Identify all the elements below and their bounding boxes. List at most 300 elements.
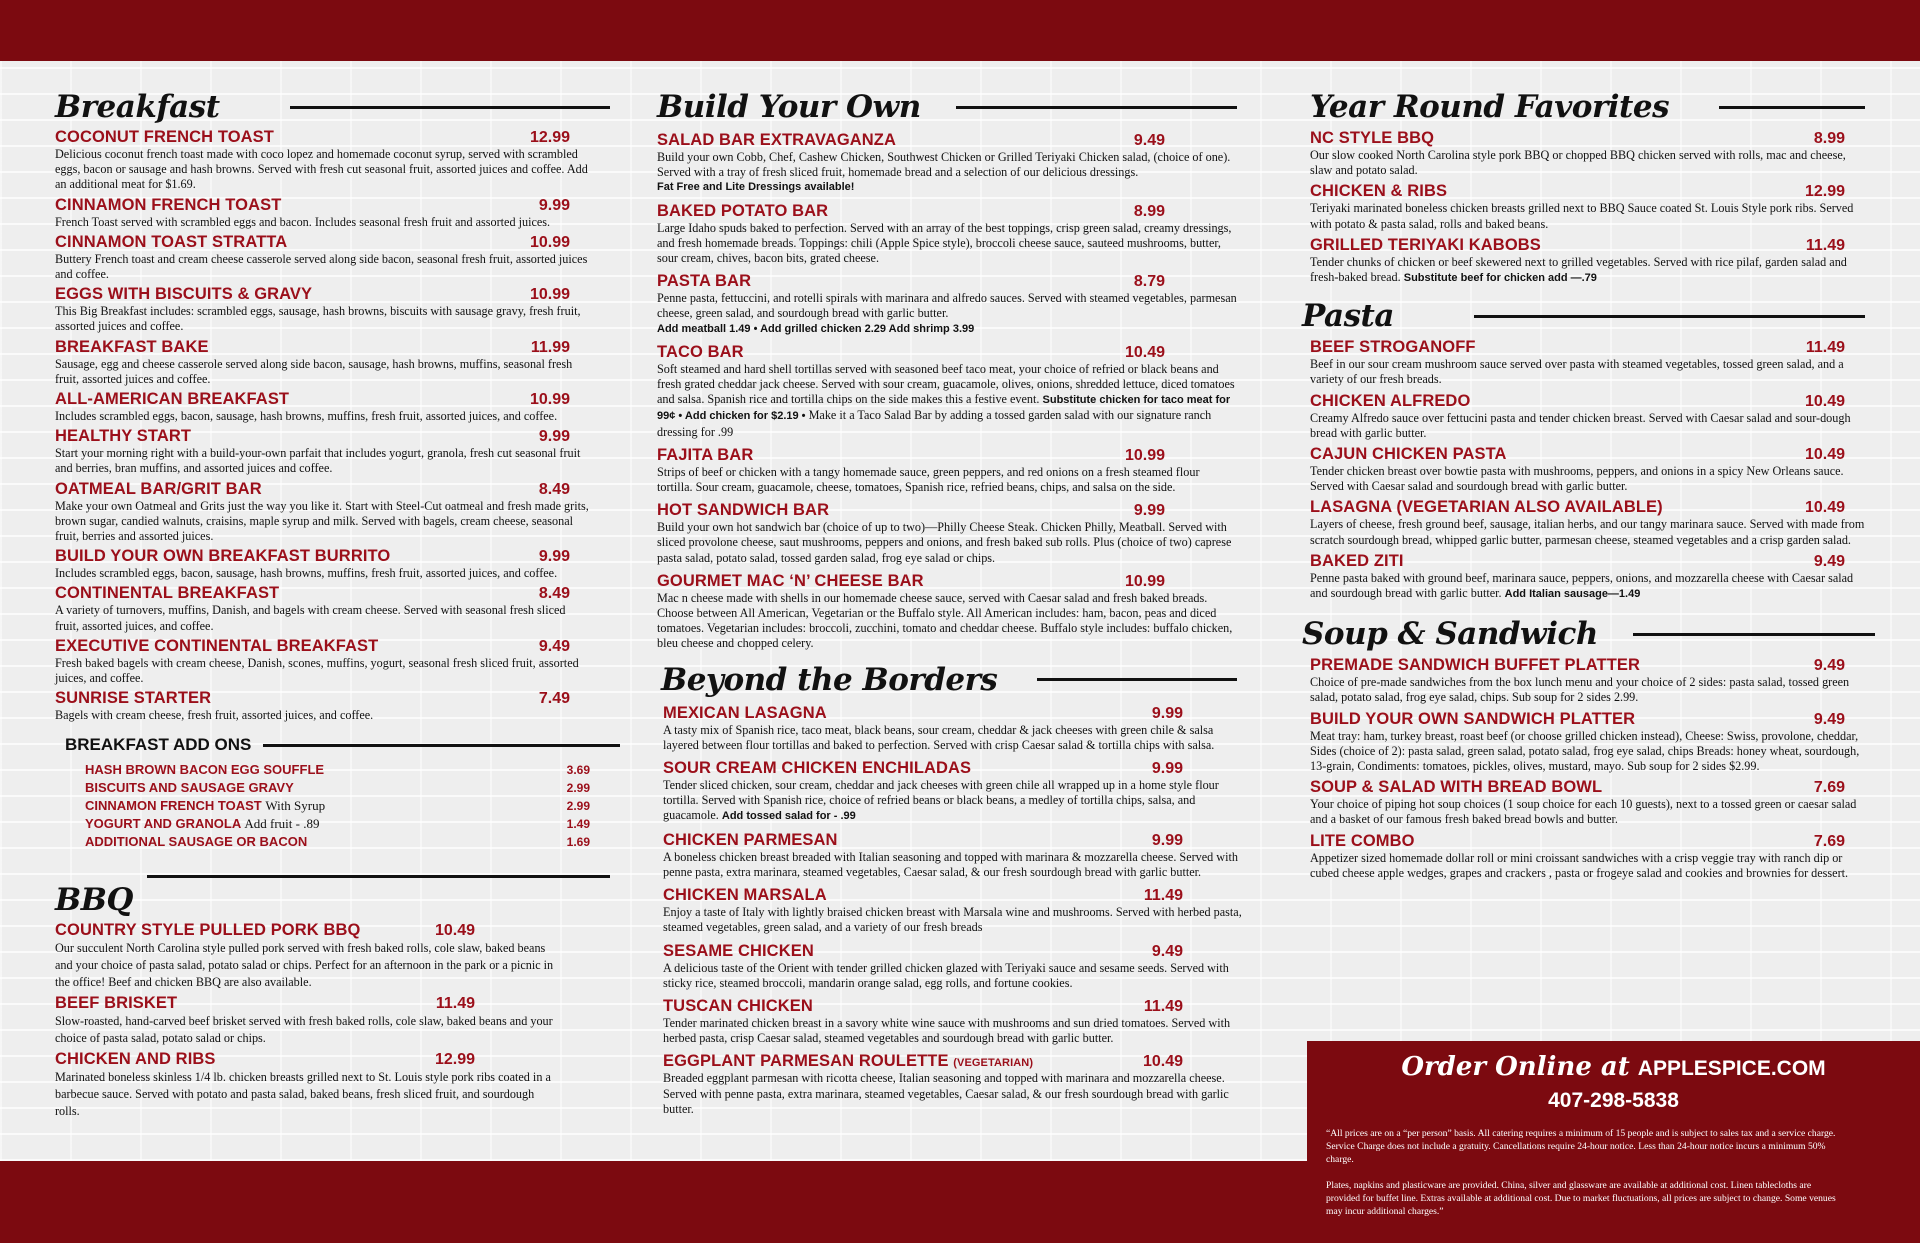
menu-item-name: BAKED POTATO BAR <box>657 201 829 220</box>
menu-item-header <box>55 689 590 708</box>
description-text: Appetizer sized homemade dollar roll or mini croissant sandwiches with a crisp veggie tray with ranch dip or cubed cheese apple wedges, grapes and crackers , pasta or frogeye salad and cookies and brownies for dessert. <box>1310 850 1849 880</box>
menu-item-name: BEEF STROGANOFF <box>1310 338 1476 357</box>
menu-item-name: CINNAMON TOAST STRATTA <box>55 232 288 251</box>
order-website-link[interactable]: APPLESPICE.COM <box>1637 1057 1826 1080</box>
menu-item-price: 9.49 <box>1133 132 1165 149</box>
menu-item-name: CHICKEN AND RIBS <box>55 1050 216 1069</box>
menu-item-header <box>1310 832 1865 851</box>
menu-item-description <box>657 520 1237 566</box>
borders-rule <box>1037 678 1237 681</box>
addon-row <box>55 797 610 815</box>
menu-item-header <box>1310 392 1865 411</box>
menu-item-price: 9.99 <box>538 196 570 214</box>
menu-item-description <box>55 499 590 545</box>
menu-item <box>1310 710 1865 775</box>
menu-item-header <box>1310 656 1865 675</box>
menu-item-header <box>657 446 1237 465</box>
menu-item <box>1310 445 1865 494</box>
description-text: Delicious coconut french toast made with coco lopez and homemade coconut syrup, served with scrambled eggs, bacon or sausage and hash browns. Served with fresh cut seasonal fruit, assorted juices and coffee. Add an additional meat for $1.69. <box>55 147 588 192</box>
addon-name <box>85 797 325 815</box>
menu-item-price: 10.49 <box>1142 1053 1183 1071</box>
description-note: Substitute chicken for taco meat for 99¢ • Add chicken for $2.19 • <box>657 394 1231 423</box>
borders-header <box>657 662 1237 698</box>
menu-item-description <box>55 708 590 723</box>
addon-name <box>85 815 320 833</box>
description-text: Choice of pre-made sandwiches from the box lunch menu and your choice of 2 sides: pasta salad, tossed green salad, potato salad, frog eye salad, chips. Sub soup for 2 sides 2.99. <box>1310 675 1850 705</box>
menu-item <box>55 480 590 545</box>
menu-item-header <box>657 202 1237 221</box>
breakfast-list <box>55 128 590 723</box>
menu-item-header <box>55 480 590 499</box>
menu-item-header <box>55 637 590 656</box>
menu-item <box>55 547 590 581</box>
addon-row <box>55 815 610 833</box>
menu-item-price: 12.99 <box>1804 183 1845 201</box>
menu-item <box>1310 338 1865 387</box>
menu-item <box>663 1052 1243 1117</box>
menu-item-header <box>1310 129 1865 148</box>
menu-item-header <box>1310 236 1865 255</box>
description-text: Large Idaho spuds baked to perfection. Served with an array of the best toppings, crisp green salad, creamy dressings, and fresh homemade breads. Toppings: chili (Apple Spice style), broccoli cheese sauce, sauteed mushrooms, butter, sour cream, chives, bacon bits, grated cheese. <box>657 220 1232 266</box>
menu-item-name: SESAME CHICKEN <box>663 941 814 960</box>
menu-item-price: 12.99 <box>434 1051 475 1069</box>
addon-name <box>85 779 294 797</box>
menu-item-name: EGGS WITH BISCUITS & GRAVY <box>55 285 313 304</box>
menu-item <box>55 994 555 1047</box>
description-text: Buttery French toast and cream cheese casserole served along side bacon, seasonal fresh fruit, assorted juices and coffee. <box>55 251 588 282</box>
menu-item-name: NC STYLE BBQ <box>1310 129 1435 147</box>
description-text: Our succulent North Carolina style pulled pork served with fresh baked rolls, cole slaw, baked beans and your choice of pasta salad, potato salad or chips. Perfect for an afternoon in the park or a picnic in the office! Beef and chicken BBQ are also available. <box>55 941 554 990</box>
description-text: Penne pasta, fettuccini, and rotelli spirals with marinara and alfredo sauces. Served with steamed vegetables, parmesan cheese, green salad, and sourdough bread with garlic butter. <box>657 291 1237 321</box>
menu-item <box>657 202 1237 267</box>
menu-item <box>55 128 590 193</box>
menu-item-price: 7.69 <box>1813 832 1845 850</box>
menu-item <box>55 584 590 633</box>
menu-item <box>657 572 1237 652</box>
menu-item-name: HEALTHY START <box>55 427 192 446</box>
menu-item-name: SALAD BAR EXTRAVAGANZA <box>657 131 897 149</box>
menu-item <box>1310 236 1865 286</box>
addon-note: Add fruit - .89 <box>244 816 320 832</box>
addon-name-text: BISCUITS AND SAUSAGE GRAVY <box>85 780 294 796</box>
menu-item-header <box>55 390 590 409</box>
addons-list <box>55 761 610 851</box>
description-text: Soft steamed and hard shell tortillas served with seasoned beef taco meat, your choice of refried or black beans and fresh grated cheddar jack cheese. Served with sour cream, guacamole, olives, onions, shredded lettuce, diced tomatoes and salsa. Spanish rice and tortilla chips on the side makes this a festive event. <box>657 361 1235 407</box>
description-text: Enjoy a taste of Italy with lightly braised chicken breast with Marsala wine and mushrooms. Served with herbed pasta, steamed vegetables, green salad, and a variety of our fresh breads <box>663 905 1242 935</box>
menu-item-name: CHICKEN & RIBS <box>1310 182 1448 201</box>
menu-item <box>1310 392 1865 441</box>
addon-name-text: ADDITIONAL SAUSAGE OR BACON <box>85 834 308 850</box>
menu-item-name: CAJUN CHICKEN PASTA <box>1310 445 1507 464</box>
menu-item-header <box>1310 710 1865 729</box>
description-text: Layers of cheese, fresh ground beef, sausage, italian herbs, and our tangy marinara sauce. Served with made from scratch sourdough bread, whipped garlic butter, parmesan cheese, steamed vegetables and a crisp garden salad. <box>1310 517 1865 547</box>
description-text: Bagels with cream cheese, fresh fruit, assorted juices, and coffee. <box>55 708 374 723</box>
menu-item <box>55 196 590 230</box>
menu-item-name: CHICKEN MARSALA <box>663 886 827 905</box>
menu-item <box>55 1050 555 1120</box>
menu-item-header <box>55 233 590 252</box>
favorites-title: Year Round Favorites <box>1310 89 1670 125</box>
menu-item-description <box>55 566 590 581</box>
menu-item-price: 7.49 <box>538 690 570 708</box>
description-text: Teriyaki marinated boneless chicken breasts grilled next to BBQ Sauce coated St. Louis Style pork ribs. Served with potato & pasta salad, rolls and baked beans. <box>1310 201 1854 231</box>
menu-item-header <box>55 994 555 1013</box>
order-phone[interactable]: 407-298-5838 <box>1548 1089 1679 1112</box>
menu-item-header <box>663 759 1243 778</box>
description-text: Beef in our sour cream mushroom sauce served over pasta with steamed vegetables, tossed green salad, and a variety of our fresh breads. <box>1310 357 1844 387</box>
breakfast-rule <box>290 106 610 109</box>
menu-item <box>1310 498 1865 547</box>
borders-title: Beyond the Borders <box>661 661 998 698</box>
addon-name-text: CINNAMON FRENCH TOAST <box>85 798 262 814</box>
addons-title: BREAKFAST ADD ONS <box>65 735 252 755</box>
menu-item-price: 8.49 <box>538 480 570 498</box>
menu-item <box>1310 832 1865 881</box>
top-banner <box>0 0 1920 61</box>
menu-item-description <box>1310 571 1865 602</box>
description-text: A boneless chicken breast breaded with Italian seasoning and topped with marinara & mozzarella cheese. Served with penne pasta, extra marinara, steamed vegetables, Caesar salad, & our fresh sourdough bread with garlic butter. <box>663 849 1238 879</box>
menu-item-name: COCONUT FRENCH TOAST <box>55 128 274 146</box>
addon-note: With Syrup <box>265 798 326 814</box>
addon-row <box>55 761 610 779</box>
column-middle <box>657 61 1242 1117</box>
menu-item-header <box>663 831 1243 850</box>
menu-item-name: LITE COMBO <box>1310 831 1415 850</box>
menu-item-price: 8.99 <box>1813 130 1845 147</box>
menu-item-price: 9.49 <box>538 637 570 655</box>
menu-item-header <box>55 547 590 566</box>
description-text: Marinated boneless skinless 1/4 lb. chicken breasts grilled next to St. Louis style pork ribs coated in a barbecue sauce. Served with potato and pasta salad, baked beans, fresh sliced fruit, and sourdough rolls. <box>55 1070 551 1119</box>
favorites-header <box>1310 89 1865 125</box>
menu-item-price: 10.99 <box>1124 446 1165 464</box>
menu-item-price: 10.99 <box>1124 572 1165 590</box>
menu-item-name: TACO BAR <box>657 342 744 361</box>
favorites-list <box>1310 129 1865 286</box>
menu-item <box>657 343 1237 440</box>
description-note: Add tossed salad for - .99 <box>721 810 856 823</box>
menu-item-name: BAKED ZITI <box>1310 551 1404 570</box>
menu-item-name: HOT SANDWICH BAR <box>657 501 830 520</box>
menu-item-description <box>657 591 1237 652</box>
menu-item-header <box>657 343 1237 362</box>
menu-item-name: CINNAMON FRENCH TOAST <box>55 195 282 214</box>
column-left <box>55 61 615 1120</box>
description-text: Strips of beef or chicken with a tangy homemade sauce, green peppers, and red onions on a fresh steamed flour tortilla. Sour cream, guacamole, cheese, tomatoes, Spanish rice, refried beans, chips, and salsa on the side. <box>657 464 1200 495</box>
menu-item-name: SUNRISE STARTER <box>55 689 212 708</box>
description-text: Slow-roasted, hand-carved beef brisket served with fresh baked rolls, cole slaw, baked beans and your choice of pasta salad, potato salad or chips. <box>55 1014 553 1046</box>
menu-item <box>1310 182 1865 231</box>
menu-item-header <box>663 1052 1243 1071</box>
description-text: Tender marinated chicken breast in a savory white wine sauce with mushrooms and sun dried tomatoes. Served with herbed pasta, crisp Caesar salad, steamed vegetables and sourdough bread with garlic butter. <box>663 1015 1231 1046</box>
menu-item-description <box>1310 675 1865 705</box>
menu-item-price: 9.49 <box>1813 657 1845 675</box>
description-text: Includes scrambled eggs, bacon, sausage, hash browns, muffins, fresh fruit, assorted juices, and coffee. <box>55 409 558 424</box>
menu-item-name: SOUP & SALAD WITH BREAD BOWL <box>1310 778 1603 797</box>
menu-item <box>1310 552 1865 602</box>
menu-item-description <box>55 147 590 193</box>
bbq-list <box>55 921 555 1120</box>
menu-item-description <box>55 656 590 686</box>
pasta-header <box>1302 298 1865 334</box>
description-text: Build your own hot sandwich bar (choice of up to two)—Philly Cheese Steak. Chicken Philly, Meatball. Served with sliced provolone cheese, saut mushrooms, peppers and onions, and fresh baked sub rolls. Plus (choice of two) caprese pasta salad, potato salad, tossed garden salad, frog eye salad or chips. <box>657 520 1232 565</box>
menu-item-description <box>55 603 590 633</box>
favorites-rule <box>1719 106 1865 109</box>
menu-item-price: 9.99 <box>1133 502 1165 520</box>
addon-price: 2.99 <box>566 781 590 796</box>
order-online-label: Order Online at <box>1401 1052 1630 1082</box>
addon-price: 1.69 <box>566 835 590 850</box>
addon-row <box>55 833 610 851</box>
menu-item-price: 9.49 <box>1813 552 1845 570</box>
menu-item-description <box>1310 517 1865 547</box>
build-title: Build Your Own <box>657 89 921 125</box>
description-text: Sausage, egg and cheese casserole served along side bacon, sausage, hash browns, muffins, seasonal fresh fruit, assorted juices and coffee. <box>55 356 573 386</box>
column-right <box>1302 61 1865 881</box>
menu-item <box>663 831 1243 880</box>
menu-item-description <box>1310 464 1865 494</box>
menu-item-price: 10.49 <box>1124 343 1165 361</box>
menu-item-description <box>55 1013 555 1047</box>
soup-title: Soup & Sandwich <box>1302 616 1598 653</box>
menu-item <box>55 233 590 282</box>
menu-item-price: 10.99 <box>529 286 570 304</box>
menu-item-header <box>663 942 1243 961</box>
order-online-line <box>1307 1052 1920 1082</box>
menu-item-price: 10.49 <box>1804 499 1845 517</box>
menu-item <box>55 637 590 686</box>
menu-item <box>657 272 1237 337</box>
description-note: Fat Free and Lite Dressings available! <box>657 181 855 194</box>
menu-item <box>663 942 1243 991</box>
menu-item-description <box>1310 851 1865 881</box>
menu-item-header <box>657 572 1237 591</box>
menu-item <box>55 921 555 991</box>
menu-item <box>1310 778 1865 827</box>
menu-item-description <box>1310 255 1865 286</box>
menu-item-header <box>55 196 590 215</box>
build-rule <box>956 106 1237 109</box>
menu-item-price: 10.49 <box>434 922 475 940</box>
pasta-rule <box>1474 315 1865 318</box>
menu-item-price: 11.49 <box>1143 997 1183 1015</box>
addons-rule <box>263 744 620 747</box>
menu-item-name: EGGPLANT PARMESAN ROULETTE <box>663 1052 949 1071</box>
build-header <box>657 89 1237 125</box>
menu-item-name: GOURMET MAC ‘N’ CHEESE BAR <box>657 571 924 590</box>
description-text: A tasty mix of Spanish rice, taco meat, black beans, sour cream, cheddar & jack cheeses with green chile & salsa layered between flour tortillas and baked to perfection. Served with crisp Caesar salad & tortilla chips with salsa. <box>663 722 1215 752</box>
menu-item-header <box>663 997 1243 1016</box>
menu-item-name: SOUR CREAM CHICKEN ENCHILADAS <box>663 759 972 778</box>
menu-item-description <box>55 1069 555 1120</box>
menu-item-description <box>1310 357 1865 387</box>
menu-item-description <box>1310 148 1865 178</box>
description-text: Mac n cheese made with shells in our homemade cheese sauce, served with Caesar salad and fresh baked breads. Choose between All American, Vegetarian or the Buffalo style. All American includes: ham, bacon, peas and diced tomatoes. Vegetarian includes: broccoli, zucchini, tomato and cheddar cheese. Buffalo style includes: buffalo chicken, bleu cheese and chopped celery. <box>657 590 1233 651</box>
menu-item-description <box>1310 411 1865 441</box>
menu-item-price: 11.99 <box>530 338 570 356</box>
menu-item-header <box>663 886 1243 905</box>
menu-item-price: 10.49 <box>1804 446 1845 464</box>
menu-item-description <box>1310 729 1865 775</box>
menu-item-header <box>657 501 1237 520</box>
menu-item-name: BREAKFAST BAKE <box>55 337 209 356</box>
menu-item <box>663 704 1243 753</box>
pasta-list <box>1310 338 1865 602</box>
soup-header <box>1302 616 1865 652</box>
menu-item-price: 12.99 <box>529 129 570 146</box>
menu-item-price: 11.49 <box>1805 339 1845 357</box>
addon-name <box>85 833 307 851</box>
menu-item-description <box>657 291 1237 337</box>
menu-item-price: 9.99 <box>1151 704 1183 722</box>
menu-item-tag: (VEGETARIAN) <box>953 1057 1034 1070</box>
menu-item-name: CHICKEN ALFREDO <box>1310 391 1471 410</box>
menu-item <box>55 427 590 476</box>
menu-item-name: PREMADE SANDWICH BUFFET PLATTER <box>1310 656 1641 675</box>
menu-item-description <box>55 304 590 334</box>
menu-item-name: ALL-AMERICAN BREAKFAST <box>55 390 290 409</box>
menu-item-header <box>1310 778 1865 797</box>
menu-item-description <box>55 409 590 424</box>
menu-item-description <box>55 357 590 387</box>
description-text: Make your own Oatmeal and Grits just the way you like it. Start with Steel-Cut oatmeal and fresh made grits, brown sugar, candied walnuts, craisins, maple syrup and milk. Served with bagels, cream cheese, seasonal fruit, berries and assorted juices. <box>55 498 589 544</box>
menu-item-price: 10.99 <box>529 391 570 409</box>
menu-item-price: 11.49 <box>1143 887 1183 905</box>
menu-item <box>657 131 1237 196</box>
menu-item-description <box>55 215 590 230</box>
menu-item-price: 10.49 <box>1804 392 1845 410</box>
menu-item-description <box>55 940 555 991</box>
addon-name <box>85 761 324 779</box>
menu-item-price: 8.79 <box>1133 273 1165 291</box>
menu-item-description <box>1310 201 1865 231</box>
menu-item <box>55 689 590 723</box>
description-text: Tender chunks of chicken or beef skewered next to grilled vegetables. Served with rice pilaf, garden salad and fresh-baked bread. <box>1310 254 1847 285</box>
menu-item-name: BUILD YOUR OWN BREAKFAST BURRITO <box>55 547 391 566</box>
menu-item-price: 9.99 <box>1151 760 1183 778</box>
menu-item <box>1310 129 1865 178</box>
menu-item-description <box>663 778 1243 825</box>
menu-item <box>663 886 1243 935</box>
menu-item-description <box>663 961 1243 991</box>
menu-item-header <box>657 131 1237 150</box>
menu-item-price: 9.99 <box>538 548 570 566</box>
description-tail: Make it a Taco Salad Bar by adding a tossed garden salad with our signature ranch dressing for .99 <box>657 408 1212 439</box>
menu-item-price: 7.69 <box>1813 779 1845 797</box>
menu-item <box>657 446 1237 495</box>
menu-item-price: 8.99 <box>1133 202 1165 220</box>
description-text: French Toast served with scrambled eggs and bacon. Includes seasonal fresh fruit and assorted juices. <box>55 214 551 229</box>
addon-price: 2.99 <box>566 799 590 814</box>
pasta-title: Pasta <box>1302 298 1394 335</box>
soup-list <box>1310 656 1865 881</box>
menu-item <box>663 759 1243 825</box>
addon-price: 3.69 <box>566 763 590 778</box>
description-text: A delicious taste of the Orient with tender grilled chicken glazed with Teriyaki sauce and sesame seeds. Served with sticky rice, steamed broccoli, mandarin orange salad, egg rolls, and fortune cookies. <box>663 960 1229 990</box>
menu-item-header <box>1310 498 1865 517</box>
menu-item-description <box>663 723 1243 753</box>
description-text: Meat tray: ham, turkey breast, roast beef (or choose grilled chicken instead), Cheese: Swiss, provolone, cheddar, Sides (choice of 2): pasta salad, green salad, potato salad, frog eye salad, chips Breads: honey wheat, sourdough, 13-grain, Condiments: tomatoes, pickles, olives, mustard, mayo. Sub soup for 2 sides $2.99. <box>1310 728 1860 774</box>
menu-item-header <box>55 285 590 304</box>
menu-item-name: MEXICAN LASAGNA <box>663 703 827 722</box>
menu-item-header <box>1310 338 1865 357</box>
description-text: Fresh baked bagels with cream cheese, Danish, scones, muffins, yogurt, seasonal fresh sliced fruit, assorted juices, and coffee. <box>55 655 579 686</box>
menu-item-header <box>55 921 555 940</box>
menu-item <box>663 997 1243 1046</box>
fine-print-supplies: Plates, napkins and plasticware are provided. China, silver and glassware are available at additional cost. Linen tablecloths are provided for buffet line. Extras available at additional cost. Due to market fluctuations, all prices are subject to change. Some venues may incur additional charges.” <box>1326 1180 1836 1217</box>
description-text: A variety of turnovers, muffins, Danish, and bagels with cream cheese. Served with seasonal fresh sliced fruit, assorted juices, and coffee. <box>55 603 566 633</box>
addon-row <box>55 779 610 797</box>
fine-print-pricing: “All prices are on a “per person” basis. All catering requires a minimum of 15 people and is subject to sales tax and a service charge. Service Charge does not include a gratuity. Cancellations require 24-hour notice. Less than 24-hour notice incurs a minimum 50% charge. <box>1326 1128 1836 1165</box>
menu-item <box>657 501 1237 566</box>
bbq-header <box>55 882 615 918</box>
addons-header <box>55 735 620 755</box>
menu-item-header <box>55 584 590 603</box>
menu-item-name: FAJITA BAR <box>657 445 754 464</box>
menu-item-description <box>663 1071 1243 1117</box>
menu-item-name: BUILD YOUR OWN SANDWICH PLATTER <box>1310 709 1636 728</box>
breakfast-header <box>55 89 615 125</box>
addon-price: 1.49 <box>566 817 590 832</box>
menu-item-header <box>55 128 590 147</box>
description-text: Start your morning right with a build-your-own parfait that includes yogurt, granola, fresh cut seasonal fruit and berries, bran muffins, and assorted juices and coffee. <box>55 446 581 476</box>
menu-item-description <box>657 221 1237 267</box>
menu-item-description <box>663 850 1243 880</box>
description-text: Creamy Alfredo sauce over fettucini pasta and tender chicken breast. Served with Caesar salad and sour-dough bread with garlic butter. <box>1310 410 1851 440</box>
addon-name-text: HASH BROWN BACON EGG SOUFFLE <box>85 762 325 778</box>
menu-item-name: CHICKEN PARMESAN <box>663 830 838 849</box>
menu-item-price: 11.49 <box>435 995 475 1013</box>
menu-item-description <box>663 905 1243 935</box>
menu-item-name: EXECUTIVE CONTINENTAL BREAKFAST <box>55 636 379 655</box>
menu-item-name: LASAGNA (VEGETARIAN ALSO AVAILABLE) <box>1310 498 1663 517</box>
menu-item-description <box>657 362 1237 440</box>
description-text: Breaded eggplant parmesan with ricotta cheese, Italian seasoning and topped with marinara and mozzarella cheese. Served with penne pasta, extra marinara, steamed vegetables, Caesar salad, & our fresh sourdough bread with garlic butter. <box>663 1071 1229 1116</box>
menu-item-description <box>55 446 590 476</box>
menu-item <box>55 338 590 387</box>
menu-item-name: COUNTRY STYLE PULLED PORK BBQ <box>55 921 361 940</box>
menu-item-price: 9.99 <box>1151 831 1183 849</box>
description-note: Add meatball 1.49 • Add grilled chicken 2.29 Add shrimp 3.99 <box>657 322 975 335</box>
menu-item-price: 9.99 <box>538 428 570 446</box>
description-text: Build your own Cobb, Chef, Cashew Chicken, Southwest Chicken or Grilled Teriyaki Chicken salad, (choice of one). Served with a tray of fresh sliced fruit, homemade bread and a selection of our delicious dressings. <box>657 150 1231 180</box>
description-text: Your choice of piping hot soup choices (1 soup choice for each 10 guests), next to a tossed green or caesar salad and a basket of our famous fresh baked bread bowls and butter. <box>1310 797 1857 827</box>
build-list <box>657 131 1237 652</box>
menu-item-description <box>55 252 590 282</box>
menu-item-header <box>657 272 1237 291</box>
menu-item-price: 10.99 <box>529 233 570 251</box>
menu-item-header <box>663 704 1243 723</box>
description-text: Tender sliced chicken, sour cream, cheddar and jack cheeses with green chile all wrapped up in a home style flour tortilla. Served with Spanish rice, choice of refried beans or black beans, a medley of tortilla chips, salsa, and guacamole. <box>663 778 1219 823</box>
menu-item-header <box>55 1050 555 1069</box>
bbq-rule <box>147 875 610 878</box>
menu-item <box>55 390 590 424</box>
borders-list <box>657 704 1243 1117</box>
menu-item-header <box>55 338 590 357</box>
bbq-title: BBQ <box>55 882 133 919</box>
menu-item-description <box>657 150 1237 196</box>
menu-item-price: 9.49 <box>1813 710 1845 728</box>
menu-item-price: 11.49 <box>1805 236 1845 254</box>
soup-rule <box>1633 633 1875 636</box>
description-note: Add Italian sausage—1.49 <box>1504 588 1641 601</box>
menu-item-description <box>1310 797 1865 827</box>
menu-item-header <box>1310 182 1865 201</box>
menu-item-description <box>663 1016 1243 1046</box>
menu-item-name: OATMEAL BAR/GRIT BAR <box>55 479 262 498</box>
menu-item <box>55 285 590 334</box>
description-text: Our slow cooked North Carolina style pork BBQ or chopped BBQ chicken served with rolls, mac and cheese, slaw and potato salad. <box>1310 148 1846 178</box>
breakfast-title: Breakfast <box>55 89 220 125</box>
